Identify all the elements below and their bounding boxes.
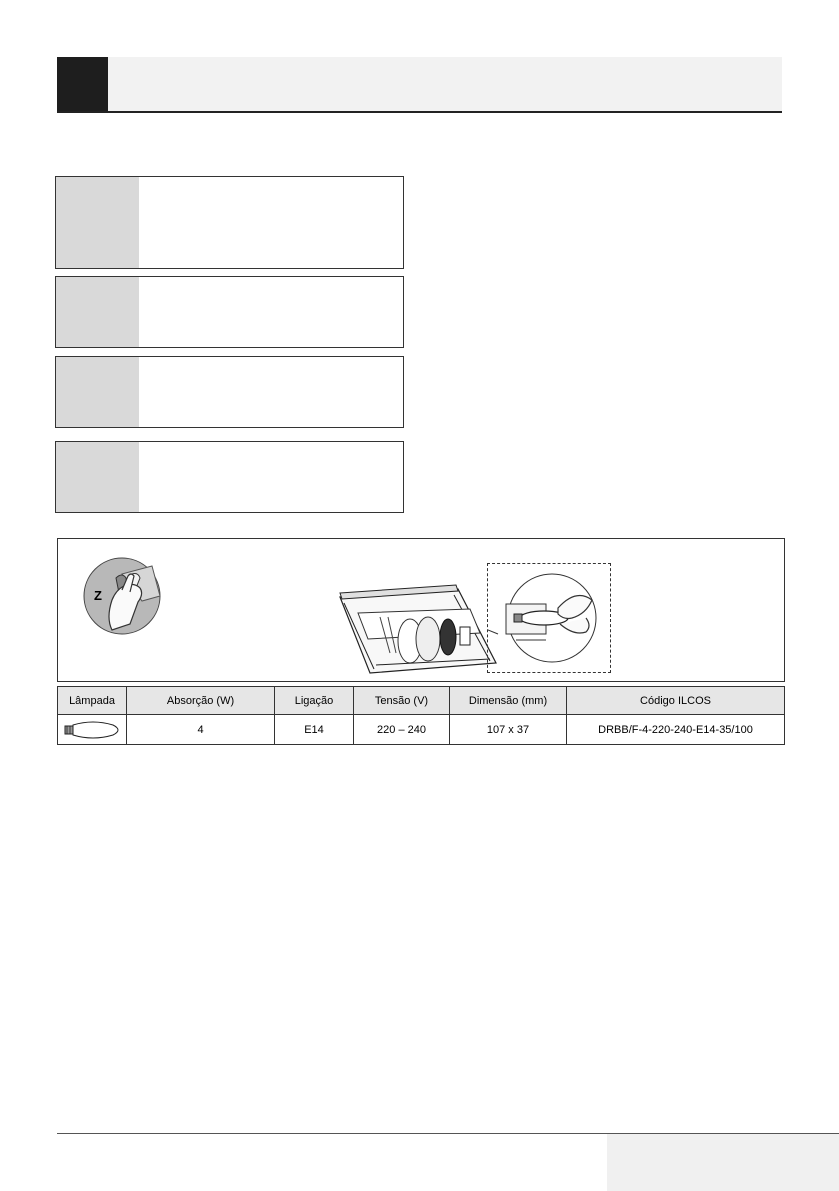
cell-absorption: 4 — [127, 715, 275, 745]
info-box-tab — [56, 357, 139, 427]
cell-dimension: 107 x 37 — [450, 715, 567, 745]
col-header-connection: Ligação — [275, 687, 354, 715]
bulb-replacement-detail-icon — [487, 563, 611, 673]
footer-page-block — [607, 1134, 839, 1191]
col-header-voltage: Tensão (V) — [354, 687, 450, 715]
info-box-tab — [56, 442, 139, 512]
candle-bulb-icon — [61, 719, 123, 741]
hand-press-cover-icon — [82, 556, 162, 636]
info-box-tab — [56, 177, 139, 268]
col-header-dimension: Dimensão (mm) — [450, 687, 567, 715]
cell-connection: E14 — [275, 715, 354, 745]
section-header-band — [57, 57, 782, 113]
col-header-lamp: Lâmpada — [58, 687, 127, 715]
inset-label-z: Z — [94, 588, 102, 603]
table-header-row — [58, 687, 785, 715]
info-box-3 — [55, 356, 404, 428]
section-number-square — [57, 57, 108, 111]
table-row — [58, 715, 785, 745]
cell-lamp — [58, 715, 127, 745]
col-header-absorption: Absorção (W) — [127, 687, 275, 715]
cell-ilcos-code: DRBB/F-4-220-240-E14-35/100 — [567, 715, 785, 745]
lamp-spec-table — [57, 686, 785, 745]
info-box-2 — [55, 276, 404, 348]
col-header-ilcos-code: Código ILCOS — [567, 687, 785, 715]
info-box-1 — [55, 176, 404, 269]
cell-voltage: 220 – 240 — [354, 715, 450, 745]
lamp-replacement-figure — [57, 538, 785, 682]
info-box-4 — [55, 441, 404, 513]
hood-underside-diagram-icon — [330, 583, 500, 675]
info-box-tab — [56, 277, 139, 347]
